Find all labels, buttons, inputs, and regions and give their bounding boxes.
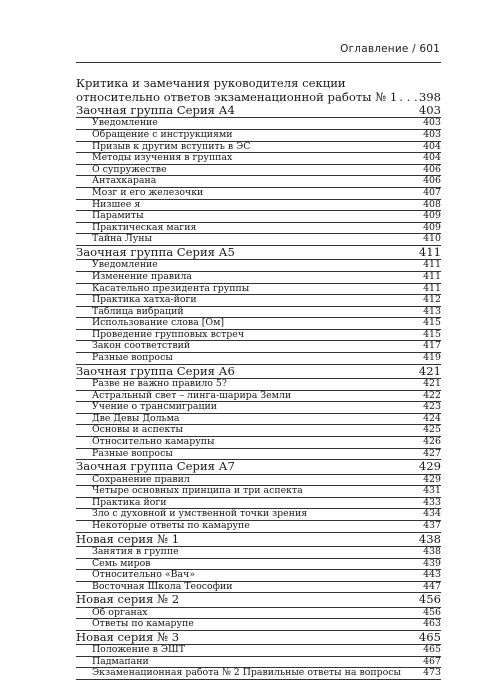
intro-title-line-2-row xyxy=(76,90,441,104)
header-rule xyxy=(76,62,441,63)
toc-entry xyxy=(76,486,441,498)
entry-title: Восточная Школа Теософии xyxy=(92,581,233,592)
toc-entry xyxy=(76,619,441,631)
entry-title: Мозг и его железочки xyxy=(92,187,204,198)
entry-title: Относительно камарупы xyxy=(92,437,215,448)
section-page-number: 403 xyxy=(418,103,441,117)
entry-page-number: 407 xyxy=(423,186,441,198)
toc-entry xyxy=(76,153,441,165)
entry-page-number: 473 xyxy=(423,667,441,679)
toc-entry xyxy=(76,402,441,414)
entry-page-number: 417 xyxy=(423,340,441,352)
entry-title: Положение в ЭШТ xyxy=(92,645,185,656)
section-heading xyxy=(76,631,441,645)
entry-page-number: 423 xyxy=(423,401,441,413)
toc-entry xyxy=(76,200,441,212)
entry-page-number: 412 xyxy=(423,294,441,306)
entry-title: Касательно президента группы xyxy=(92,283,250,294)
section-title: Заочная группа Серия А4 xyxy=(76,104,235,117)
table-of-contents xyxy=(76,76,441,680)
toc-entry xyxy=(76,425,441,437)
toc-entry xyxy=(76,521,441,533)
entry-title: Учение о трансмиграции xyxy=(92,402,218,413)
entry-page-number: 403 xyxy=(423,128,441,140)
toc-entry xyxy=(76,449,441,461)
section-page-number: 411 xyxy=(418,244,441,259)
entry-title: Об органах xyxy=(92,607,148,618)
entry-title: Уведомление xyxy=(92,118,158,129)
entry-title: Тайна Луны xyxy=(92,234,152,245)
entry-page-number: 426 xyxy=(423,436,441,448)
entry-page-number: 403 xyxy=(423,117,441,129)
toc-entry xyxy=(76,188,441,200)
intro-page-number: 398 xyxy=(418,90,441,104)
section-heading xyxy=(76,460,441,474)
entry-page-number: 425 xyxy=(423,424,441,436)
entry-page-number: 409 xyxy=(423,210,441,222)
entry-title: Ответы по камарупе xyxy=(92,619,194,630)
toc-entry xyxy=(76,509,441,521)
intro-entry xyxy=(76,76,441,104)
toc-entry xyxy=(76,211,441,223)
section-page-number: 465 xyxy=(418,629,441,644)
entry-page-number: 467 xyxy=(423,655,441,667)
entry-page-number: 447 xyxy=(423,580,441,592)
toc-entry xyxy=(76,608,441,620)
entry-title: Призыв к другим вступить в ЭС xyxy=(92,141,251,152)
toc-entry xyxy=(76,307,441,319)
entry-title: Некоторые ответы по камарупе xyxy=(92,520,250,531)
entry-page-number: 406 xyxy=(423,175,441,187)
toc-entry xyxy=(76,475,441,487)
entry-page-number: 406 xyxy=(423,163,441,175)
entry-title: Четыре основных принципа и три аспекта xyxy=(92,486,303,497)
entry-title: Проведение групповых встреч xyxy=(92,329,245,340)
entry-page-number: 427 xyxy=(423,447,441,459)
section-title: Новая серия № 2 xyxy=(76,593,180,607)
entry-title: Антахкарана xyxy=(92,176,157,187)
toc-entry xyxy=(76,645,441,657)
entry-page-number: 404 xyxy=(423,140,441,152)
toc-entry xyxy=(76,272,441,284)
entry-title: Семь миров xyxy=(92,558,151,569)
entry-title: Парамиты xyxy=(92,211,144,222)
section-heading xyxy=(76,104,441,118)
section-title: Новая серия № 3 xyxy=(76,630,180,644)
toc-entry xyxy=(76,379,441,391)
entry-title: Астральный свет – линга-шарира Земли xyxy=(92,390,292,401)
entry-title: Низшее я xyxy=(92,199,141,210)
entry-title: Использование слова [Ом] xyxy=(92,318,225,329)
entry-page-number: 413 xyxy=(423,305,441,317)
section-heading xyxy=(76,365,441,379)
entry-page-number: 409 xyxy=(423,221,441,233)
toc-entry xyxy=(76,668,441,680)
toc-entry xyxy=(76,234,441,246)
entry-page-number: 465 xyxy=(423,644,441,656)
entry-page-number: 434 xyxy=(423,508,441,520)
entry-title: Экзаменационная работа № 2 Правильные ответы на вопросы xyxy=(92,668,401,679)
section-title: Заочная группа Серия А5 xyxy=(76,245,235,259)
entry-page-number: 404 xyxy=(423,152,441,164)
section-heading xyxy=(76,533,441,547)
section-page-number: 438 xyxy=(418,531,441,546)
entry-page-number: 437 xyxy=(423,519,441,531)
entry-title: Две Девы Дольма xyxy=(92,413,180,424)
toc-entry xyxy=(76,498,441,510)
section-heading xyxy=(76,246,441,260)
entry-page-number: 411 xyxy=(423,282,441,294)
toc-entry xyxy=(76,657,441,669)
entry-page-number: 411 xyxy=(423,259,441,271)
entry-title: Основы и аспекты xyxy=(92,425,183,436)
entry-title: Таблица вибраций xyxy=(92,306,184,317)
toc-entry xyxy=(76,437,441,449)
entry-title: Практическая магия xyxy=(92,222,197,233)
entry-title: Относительно «Вач» xyxy=(92,570,196,581)
dot-leader xyxy=(399,90,417,104)
entry-page-number: 456 xyxy=(423,606,441,618)
toc-entry xyxy=(76,130,441,142)
entry-page-number: 431 xyxy=(423,485,441,497)
entry-title: Зло с духовной и умственной точки зрения xyxy=(92,509,308,520)
entry-page-number: 443 xyxy=(423,569,441,581)
entry-title: Разные вопросы xyxy=(92,448,173,459)
entry-page-number: 411 xyxy=(423,270,441,282)
entry-title: Падмапани xyxy=(92,656,149,667)
entry-title: Обращение с инструкциями xyxy=(92,129,233,140)
entry-page-number: 421 xyxy=(423,378,441,390)
section-title: Заочная группа Серия А6 xyxy=(76,364,235,378)
entry-page-number: 433 xyxy=(423,496,441,508)
section-page-number: 456 xyxy=(418,592,441,607)
entry-title: Изменение правила xyxy=(92,271,192,282)
toc-entry xyxy=(76,414,441,426)
section-title: Заочная группа Серия А7 xyxy=(76,460,235,474)
toc-entry xyxy=(76,165,441,177)
entry-page-number: 419 xyxy=(423,352,441,364)
entry-page-number: 410 xyxy=(423,233,441,245)
toc-entry xyxy=(76,559,441,571)
toc-entry xyxy=(76,330,441,342)
entry-page-number: 424 xyxy=(423,412,441,424)
section-heading xyxy=(76,593,441,607)
entry-title: Разве не важно правило 5? xyxy=(92,379,227,390)
toc-entry xyxy=(76,353,441,365)
toc-entry xyxy=(76,570,441,582)
entry-title: Практика хатха-йоги xyxy=(92,295,197,306)
entry-page-number: 415 xyxy=(423,328,441,340)
toc-entry xyxy=(76,142,441,154)
entry-title: Разные вопросы xyxy=(92,353,173,364)
intro-title-line-1: Критика и замечания руководителя секции xyxy=(76,76,346,90)
entry-title: Закон соответствий xyxy=(92,341,191,352)
entry-title: Занятия в группе xyxy=(92,546,179,557)
toc-entry xyxy=(76,318,441,330)
toc-entry xyxy=(76,295,441,307)
entry-page-number: 422 xyxy=(423,389,441,401)
entry-title: О супружестве xyxy=(92,164,167,175)
toc-entry xyxy=(76,260,441,272)
section-page-number: 421 xyxy=(418,363,441,378)
entry-page-number: 463 xyxy=(423,618,441,630)
entry-page-number: 408 xyxy=(423,198,441,210)
entry-title: Уведомление xyxy=(92,260,158,271)
entry-page-number: 438 xyxy=(423,545,441,557)
intro-title-line-2: относительно ответов экзаменационной работы № 1 xyxy=(76,90,398,104)
toc-entry xyxy=(76,284,441,296)
toc-entry xyxy=(76,582,441,594)
section-page-number: 429 xyxy=(418,459,441,474)
entry-page-number: 429 xyxy=(423,473,441,485)
running-header: Оглавление / 601 xyxy=(340,43,440,55)
entry-title: Практика йоги xyxy=(92,497,167,508)
toc-entry xyxy=(76,176,441,188)
toc-entry xyxy=(76,547,441,559)
entry-page-number: 439 xyxy=(423,557,441,569)
toc-entry xyxy=(76,341,441,353)
toc-entry xyxy=(76,223,441,235)
section-title: Новая серия № 1 xyxy=(76,532,180,546)
entry-title: Методы изучения в группах xyxy=(92,153,233,164)
toc-entry xyxy=(76,118,441,130)
entry-page-number: 415 xyxy=(423,317,441,329)
entry-title: Сохранение правил xyxy=(92,474,190,485)
toc-entry xyxy=(76,391,441,403)
